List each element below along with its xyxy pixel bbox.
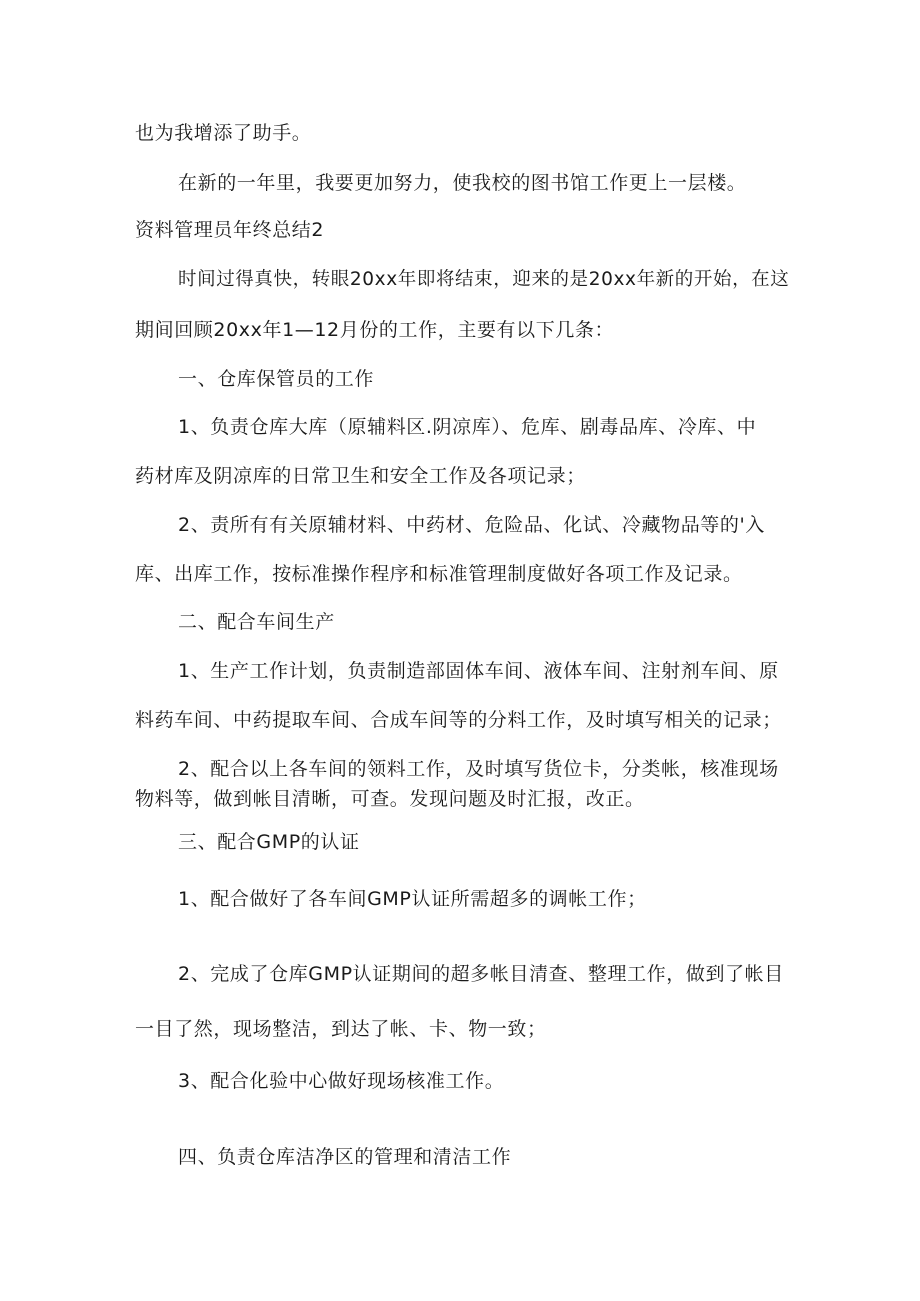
paragraph-line: 在新的一年里，我要更加努力，使我校的图书馆工作更上一层楼。 [178,172,747,194]
heading-line: 四、负责仓库洁净区的管理和清洁工作 [178,1146,512,1168]
paragraph-line: 2、完成了仓库GMP认证期间的超多帐目清查、整理工作，做到了帐目 [178,963,784,985]
paragraph-line: 库、出库工作，按标准操作程序和标准管理制度做好各项工作及记录。 [135,563,743,585]
paragraph-line: 料药车间、中药提取车间、合成车间等的分料工作，及时填写相关的记录； [135,709,782,731]
heading-line: 三、配合GMP的认证 [178,831,360,853]
heading-line: 二、配合车间生产 [178,611,335,633]
paragraph-line: 期间回顾20xx年1—12月份的工作，主要有以下几条： [135,319,615,341]
paragraph-line: 1、配合做好了各车间GMP认证所需超多的调帐工作； [178,888,647,910]
paragraph-line: 2、责所有有关原辅材料、中药材、危险品、化试、冷藏物品等的'入 [178,514,765,536]
paragraph-line: 2、配合以上各车间的领料工作，及时填写货位卡，分类帐，核准现场 [178,758,779,780]
heading-line: 一、仓库保管员的工作 [178,368,375,390]
paragraph-line: 也为我增添了助手。 [135,122,312,144]
paragraph-line: 物料等，做到帐目清晰，可查。发现问题及时汇报，改正。 [135,788,645,810]
paragraph-line: 1、生产工作计划，负责制造部固体车间、液体车间、注射剂车间、原 [178,660,779,682]
paragraph-line: 时间过得真快，转眼20xx年即将结束，迎来的是20xx年新的开始，在这 [178,269,790,290]
paragraph-line: 药材库及阴凉库的日常卫生和安全工作及各项记录； [135,465,586,487]
paragraph-line: 一目了然，现场整洁，到达了帐、卡、物一致； [135,1018,547,1040]
section-title: 资料管理员年终总结2 [135,219,325,241]
paragraph-line: 1、负责仓库大库（原辅料区.阴凉库）、危库、剧毒品库、冷库、中 [178,416,757,438]
paragraph-line: 3、配合化验中心做好现场核准工作。 [178,1070,505,1092]
